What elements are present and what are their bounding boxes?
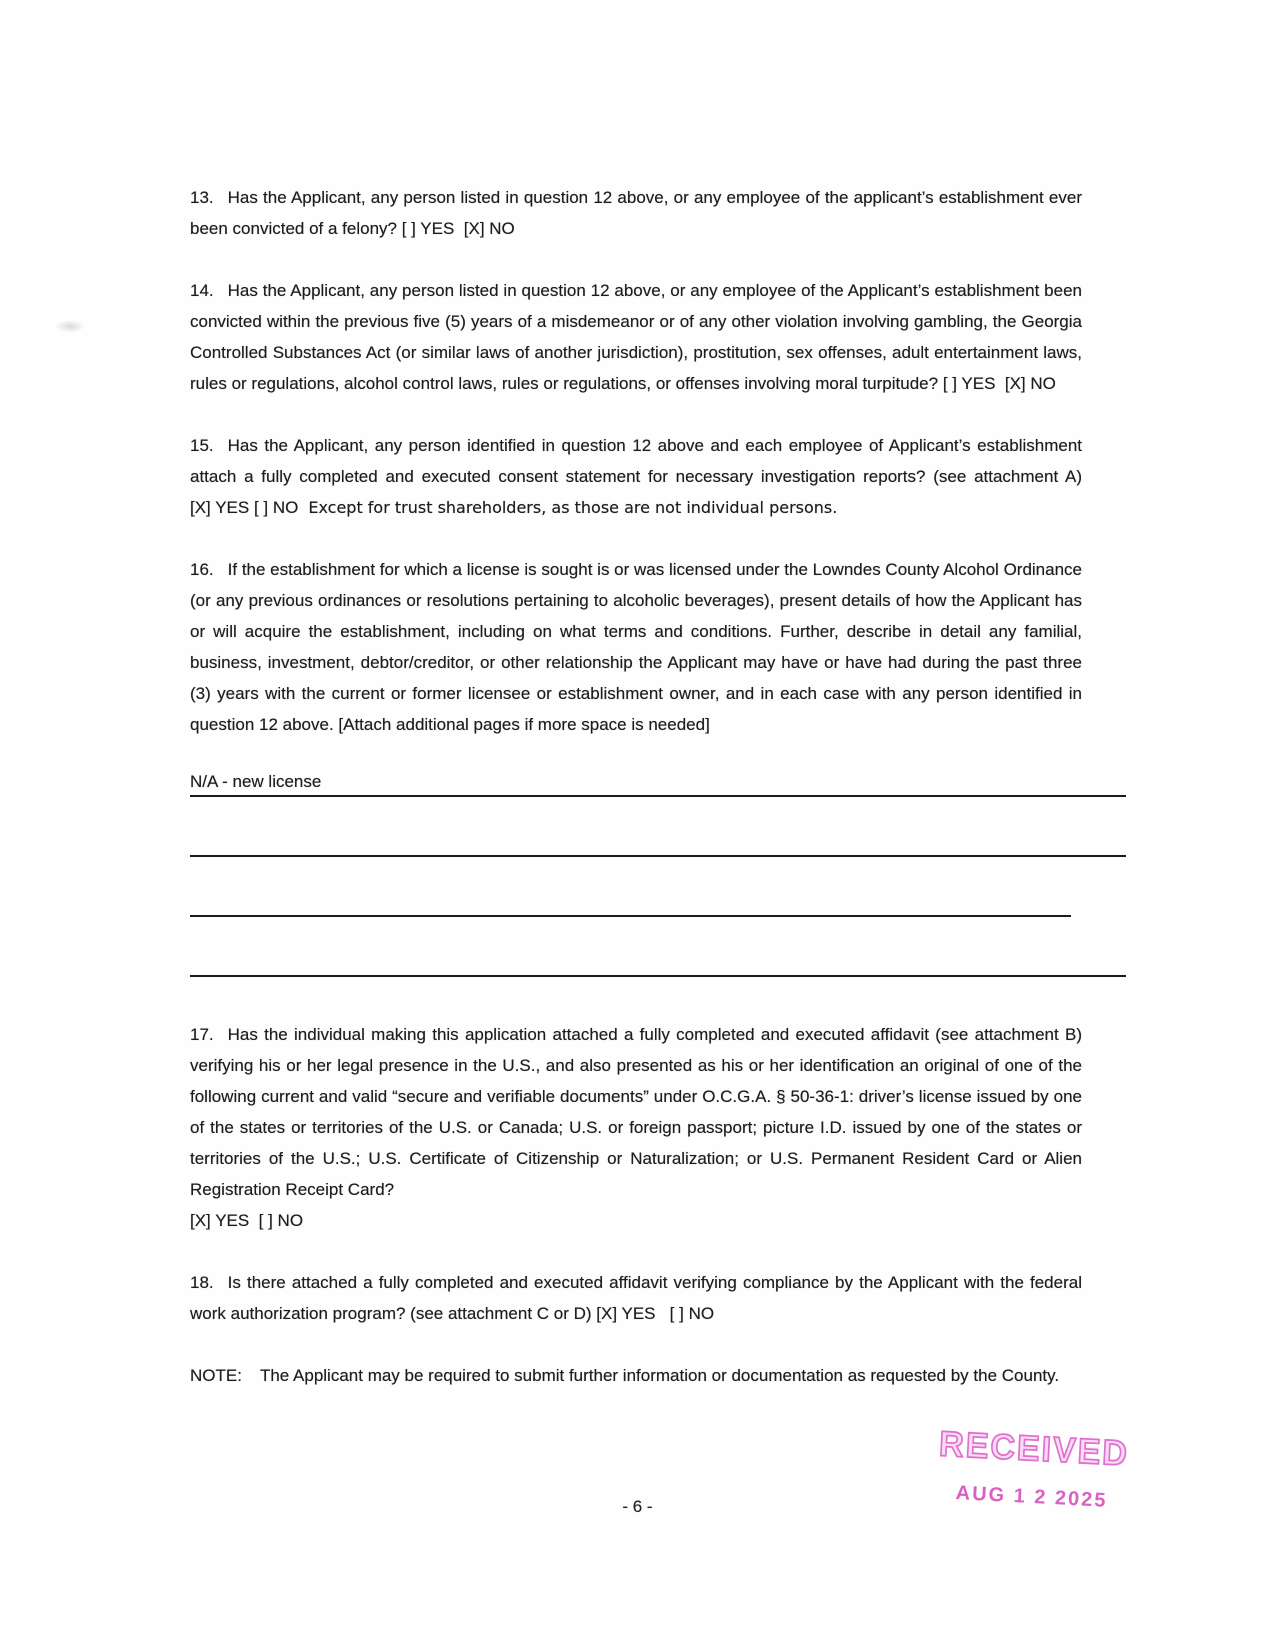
scan-smudge-artifact — [55, 320, 85, 333]
question-15 — [190, 430, 1082, 523]
received-stamp-title: RECEIVED — [938, 1424, 1130, 1474]
question-15-answer: [X] YES [ ] NO — [190, 498, 299, 517]
question-14 — [190, 275, 1082, 399]
question-16-text: If the establishment for which a license is sought is or was licensed under the Lowndes County Alcohol Ordinance (or any previous ordinances or resolutions pertaining to alcoholic beverages), present details of how the Applicant has or will acquire the establishment, including on what terms and conditions. Further, describe in detail any familial, business, investment, debtor/creditor, or other relationship the Applicant may have or have had during the past three (3) years with the current or former licensee or establishment owner, and in each case with any person identified in question 12 above. [Attach additional pages if more space is needed] — [190, 560, 1082, 734]
question-14-text: Has the Applicant, any person listed in question 12 above, or any employee of the Applicant’s establishment been convicted within the previous five (5) years of a misdemeanor or of any other violation involving gambling, the Georgia Controlled Substances Act (or similar laws of another jurisdiction), prostitution, sex offenses, adult entertainment laws, rules or regulations, alcohol control laws, rules or regulations, or offenses involving moral turpitude? — [190, 281, 1082, 393]
question-13-text: Has the Applicant, any person listed in question 12 above, or any employee of the applicant’s establishment ever been convicted of a felony? — [190, 188, 1082, 238]
question-15-annotation: Except for trust shareholders, as those are not individual persons. — [308, 498, 838, 517]
form-body — [190, 182, 1082, 1422]
note-paragraph — [190, 1360, 1082, 1391]
question-17-answer-row — [190, 1205, 1082, 1236]
question-15-number: 15. — [190, 436, 214, 455]
question-17 — [190, 1019, 1082, 1205]
question-16-response-area — [190, 750, 1126, 977]
question-14-answer: [ ] YES [X] NO — [942, 374, 1056, 393]
question-15-text: Has the Applicant, any person identified in question 12 above and each employee of Applicant’s establishment attach a fully completed and executed consent statement for necessary investigation reports? (see attachment A) — [190, 436, 1082, 486]
response-line — [190, 797, 1126, 857]
question-17-text: Has the individual making this application attached a fully completed and executed affidavit (see attachment B) verifying his or her legal presence in the U.S., and also presented as his or her identification an original of one of the following current and valid “secure and verifiable documents” under O.C.G.A. § 50-36-1: driver’s license issued by one of the states or territories of the U.S. or Canada; U.S. or foreign passport; picture I.D. issued by one of the states or territories of the U.S.; U.S. Certificate of Citizenship or Naturalization; or U.S. Permanent Resident Card or Alien Registration Receipt Card? — [190, 1025, 1082, 1199]
question-18-answer: [X] YES [ ] NO — [596, 1304, 715, 1323]
page-number: - 6 - — [622, 1497, 653, 1516]
question-14-number: 14. — [190, 281, 214, 300]
response-line — [190, 857, 1071, 917]
response-line — [190, 750, 1126, 797]
question-16-number: 16. — [190, 560, 214, 579]
question-13-number: 13. — [190, 188, 214, 207]
note-text: The Applicant may be required to submit further information or documentation as requested by the County. — [259, 1366, 1060, 1385]
question-16 — [190, 554, 1082, 740]
question-13-answer: [ ] YES [X] NO — [401, 219, 515, 238]
note-label: NOTE: — [190, 1366, 242, 1385]
question-17-number: 17. — [190, 1025, 214, 1044]
question-18-number: 18. — [190, 1273, 214, 1292]
response-line — [190, 917, 1126, 977]
received-stamp-date: AUG 1 2 2025 — [955, 1482, 1108, 1512]
question-18-text: Is there attached a fully completed and executed affidavit verifying compliance by the Applicant with the federal work authorization program? (see attachment C or D) — [190, 1273, 1082, 1323]
response-text: N/A - new license — [190, 772, 322, 791]
question-17-answer: [X] YES [ ] NO — [190, 1211, 304, 1230]
question-18 — [190, 1267, 1082, 1329]
question-13 — [190, 182, 1082, 244]
